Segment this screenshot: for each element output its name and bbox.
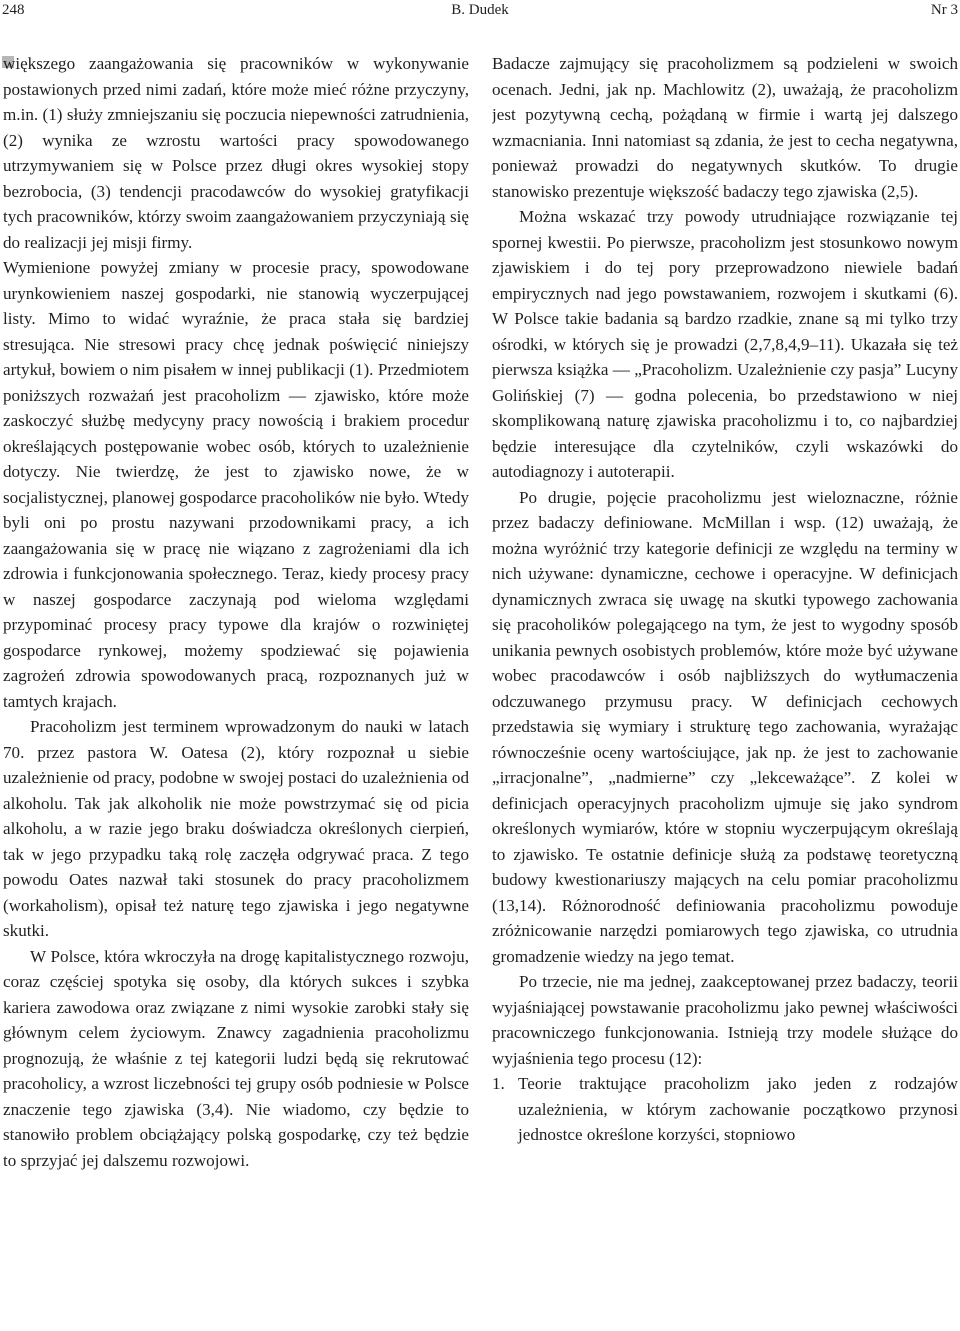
paragraph: większego zaangażowania się pracowników w wykonywanie postawionych przed nimi zadań, które może mieć różne przyczyny, m.in. (1) służy zmniejszaniu się poczucia niepewności zatrudnienia, (2) wynika ze wzrostu wartości pracy spowodowanego utrzymywaniem się w Polsce przez długi okres wysokiej stopy bezrobocia, (3) tendencji pracodawców do wysokiej gratyfikacji tych pracowników, którzy swoim zaangażowaniem przyczyniają się do realizacji jej misji firmy. [3, 54, 469, 252]
list-item-number: 1. [492, 1074, 505, 1093]
paragraph: Po trzecie, nie ma jednej, zaakceptowanej przez badaczy, teorii wyjaśniającej powstawanie pracoholizmu jako pewnej właściwości pracowniczego funkcjonowania. Istnieją trzy modele służące do wyjaśnienia tego procesu (12): [492, 972, 958, 1068]
left-column [3, 51, 469, 1329]
running-header [0, 0, 960, 24]
paragraph: W Polsce, która wkroczyła na drogę kapitalistycznego rozwoju, coraz częściej spotyka się osoby, dla których sukces i szybka kariera zawodowa oraz związane z nimi wysokie zarobki stały się głównym celem życiowym. Znawcy zagadnienia pracoholizmu prognozują, że właśnie z tej kategorii ludzi będą się rekrutować pracoholicy, a wzrost liczebności tej grupy osób podniesie w Polsce znaczenie tego zjawiska (3,4). Nie wiadomo, czy będzie to stanowiło problem obciążający polską gospodarkę, czy też będzie to sprzyjać jej dalszemu rozwojowi. [3, 946, 469, 1170]
page-number: 248 [2, 2, 25, 18]
list-item [492, 1071, 958, 1148]
running-author: B. Dudek [451, 2, 509, 18]
paragraph: Można wskazać trzy powody utrudniające rozwiązanie tej spornej kwestii. Po pierwsze, pracoholizm jest stosunkowo nowym zjawiskiem i do tej pory przeprowadzono niewiele badań empirycznych nad jego powstawaniem, rozwojem i skutkami (6). W Polsce takie badania są bardzo rzadkie, znane są mi tylko trzy ośrodki, w których się je prowadzi (2,7,8,4,9–11). Ukazała się też pierwsza książka — „Pracoholizm. Uzależnienie czy pasja” Lucyny Golińskiej (7) — godna polecenia, bo przedstawiono w niej skomplikowaną naturę zjawiska pracoholizmu i to, co najbardziej będzie interesujące dla czytelników, czyli wskazówki do autodiagnozy i autoterapii. [492, 207, 958, 481]
right-column [492, 51, 958, 1329]
paragraph: Po drugie, pojęcie pracoholizmu jest wieloznaczne, różnie przez badaczy definiowane. McMillan i wsp. (12) uważają, że można wyróżnić trzy kategorie definicji ze względu na terminy w nich używane: dynamiczne, cechowe i operacyjne. W definicjach dynamicznych zwraca się uwagę na skutki typowego zachowania się pracoholików polegającego na tym, że jest to wygodny sposób unikania pewnych osobistych problemów, które może być używane wobec pracodawców i osób najbliższych do wytłumaczenia odczuwanego przymusu pracy. W definicjach cechowych przedstawia się wymiary i strukturę tego zachowania, wyrażając równocześnie oceny wartościujące, jak np. że jest to zachowanie „irracjonalne”, „nadmierne” czy „lekceważące”. Z kolei w definicjach operacyjnych pracoholizm ujmuje się jako syndrom określonych wymiarów, które w stopniu wyczerpującym określają to zjawisko. Te ostatnie definicje służą za podstawę teoretyczną budowy kwestionariuszy mających na celu pomiar pracoholizmu (13,14). Różnorodność definiowania pracoholizmu powoduje zróżnicowanie narzędzi pomiarowych tego zjawiska, co utrudnia gromadzenie wiedzy na jego temat. [492, 487, 958, 966]
issue-number: Nr 3 [930, 2, 958, 18]
paragraph: Pracoholizm jest terminem wprowadzonym do nauki w latach 70. przez pastora W. Oatesa (2), który rozpoznał u siebie uzależnienie od pracy, podobne w swojej postaci do uzależnienia od alkoholu. Tak jak alkoholik nie może powstrzymać się od picia alkoholu, a w razie jego braku doświadcza określonych cierpień, tak w jego przypadku taką rolę zaczęła odgrywać praca. Z tego powodu Oates nazwał taki stosunek do pracy pracoholizmem (workaholism), opisał też naturę tego zjawiska i jego negatywne skutki. [3, 717, 469, 940]
paragraph: Wymienione powyżej zmiany w procesie pracy, spowodowane urynkowieniem naszej gospodarki, nie stanowią wyczerpującej listy. Mimo to widać wyraźnie, że praca stała się bardziej stresująca. Nie stresowi pracy chcę jednak poświęcić niniejszy artykuł, bowiem o nim pisałem w innej publikacji (1). Przedmiotem poniższych rozważań jest pracoholizm — zjawisko, które może zaskoczyć służbę medycyny pracy nowością i brakiem procedur określających postępowanie wobec osób, których to uzależnienie dotyczy. Nie twierdzę, że jest to zjawisko nowe, że w socjalistycznej, planowej gospodarce pracoholików nie było. Wtedy byli oni po prostu nazywani przodownikami pracy, a ich zaangażowania się w pracę nie wiązano z zagrożeniami dla ich zdrowia i funkcjonowania społecznego. Teraz, kiedy procesy pracy w naszej gospodarce zaczynają pod wieloma względami przypominać procesy pracy typowe dla krajów o rozwiniętej gospodarce rynkowej, możemy spodziewać się pojawienia zagrożeń zdrowia spowodowanych pracą, rozpoznanych już w tamtych krajach. [3, 258, 469, 711]
list-item-text: Teorie traktujące pracoholizm jako jeden z rodzajów uzależnienia, w którym zachowanie początkowo przynosi jednostce określone korzyści, stopniowo [518, 1074, 958, 1144]
numbered-list [492, 1071, 958, 1148]
paragraph: Badacze zajmujący się pracoholizmem są podzieleni w swoich ocenach. Jedni, jak np. Machlowitz (2), uważają, że pracoholizm jest pozytywną cechą, pożądaną w firmie i wartą jej dalszego wzmacniania. Inni natomiast są zdania, że jest to cecha negatywna, ponieważ prowadzi do negatywnych skutków. To drugie stanowisko prezentuje większość badaczy tego zjawiska (2,5). [492, 54, 958, 201]
